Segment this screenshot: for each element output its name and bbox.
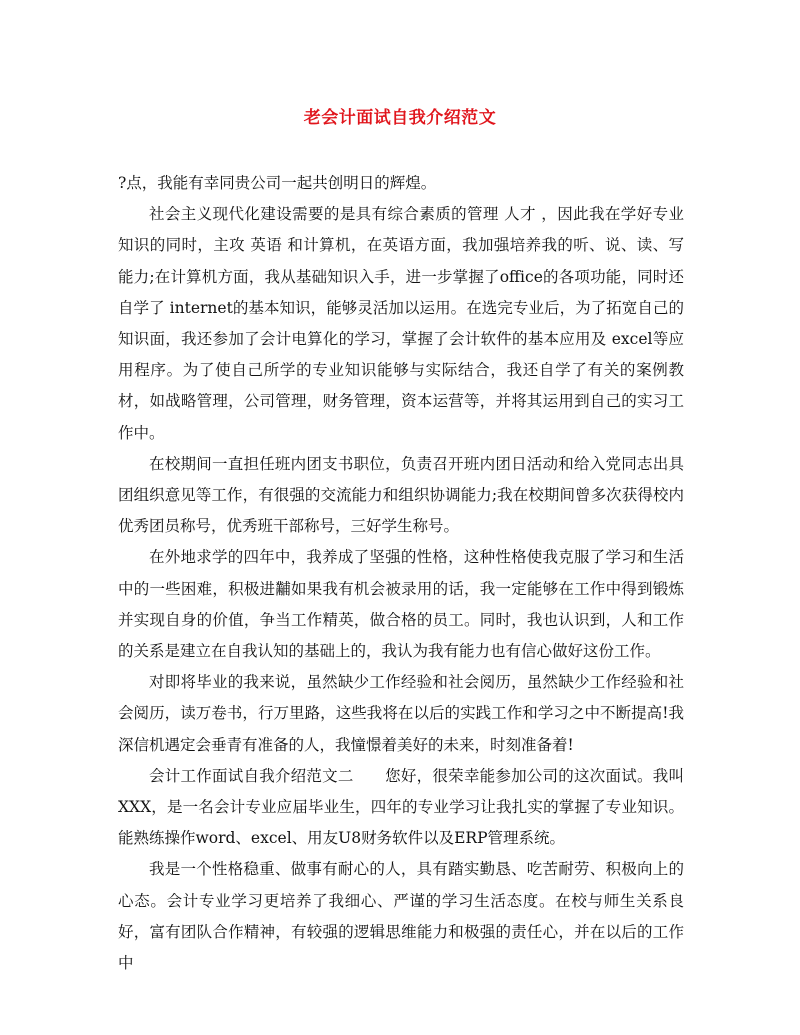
paragraph-5: 对即将毕业的我来说，虽然缺少工作经验和社会阅历，虽然缺少工作经验和社会阅历，读万卷书，行万里路，这些我将在以后的实践工作和学习之中不断提高!我深信机遇定会垂青有准备的人，我憧憬着美好的未来，时刻准备着! bbox=[118, 673, 684, 754]
paragraph-4: 在外地求学的四年中，我养成了坚强的性格，这种性格使我克服了学习和生活中的一些困难，积极进黼如果我有机会被录用的话，我一定能够在工作中得到锻炼并实现自身的价值，争当工作精英，做合格的员工。同时，我也认识到，人和工作的关系是建立在自我认知的基础上的，我认为我有能力也有信心做好这份工作。 bbox=[118, 548, 684, 661]
paragraph-1: ?点，我能有幸同贵公司一起共创明日的辉煌。 bbox=[118, 174, 437, 192]
document-body bbox=[118, 168, 684, 979]
document-title: 老会计面试自我介绍范文 bbox=[303, 108, 497, 128]
paragraph-6: 会计工作面试自我介绍范文二 您好，很荣幸能参加公司的这次面试。我叫XXX，是一名会计专业应届毕业生，四年的专业学习让我扎实的掌握了专业知识。能熟练操作word、excel、用友U8财务软件以及ERP管理系统。 bbox=[118, 766, 684, 848]
paragraph-2: 社会主义现代化建设需要的是具有综合素质的管理 人才 ，因此我在学好专业知识的同时，主攻 英语 和计算机，在英语方面，我加强培养我的听、说、读、写能力;在计算机方面，我从基础知识入手，进一步掌握了office的各项功能，同时还自学了 internet的基本知识，能够灵活加以运用。在选完专业后，为了拓宽自己的知识面，我还参加了会计电算化的学习，掌握了会计软件的基本应用及 excel等应用程序。为了使自己所学的专业知识能够与实际结合，我还自学了有关的案例教材，如战略管理，公司管理，财务管理，资本运营等，并将其运用到自己的实习工作中。 bbox=[118, 205, 684, 442]
paragraph-7: 我是一个性格稳重、做事有耐心的人，具有踏实勤恳、吃苦耐劳、积极向上的心态。会计专业学习更培养了我细心、严谨的学习生活态度。在校与师生关系良好，富有团队合作精神，有较强的逻辑思维能力和极强的责任心，并在以后的工作中 bbox=[118, 860, 684, 973]
paragraph-3: 在校期间一直担任班内团支书职位，负责召开班内团日活动和给入党同志出具团组织意见等工作，有很强的交流能力和组织协调能力;我在校期间曾多次获得校内优秀团员称号，优秀班干部称号，三好学生称号。 bbox=[118, 454, 684, 536]
